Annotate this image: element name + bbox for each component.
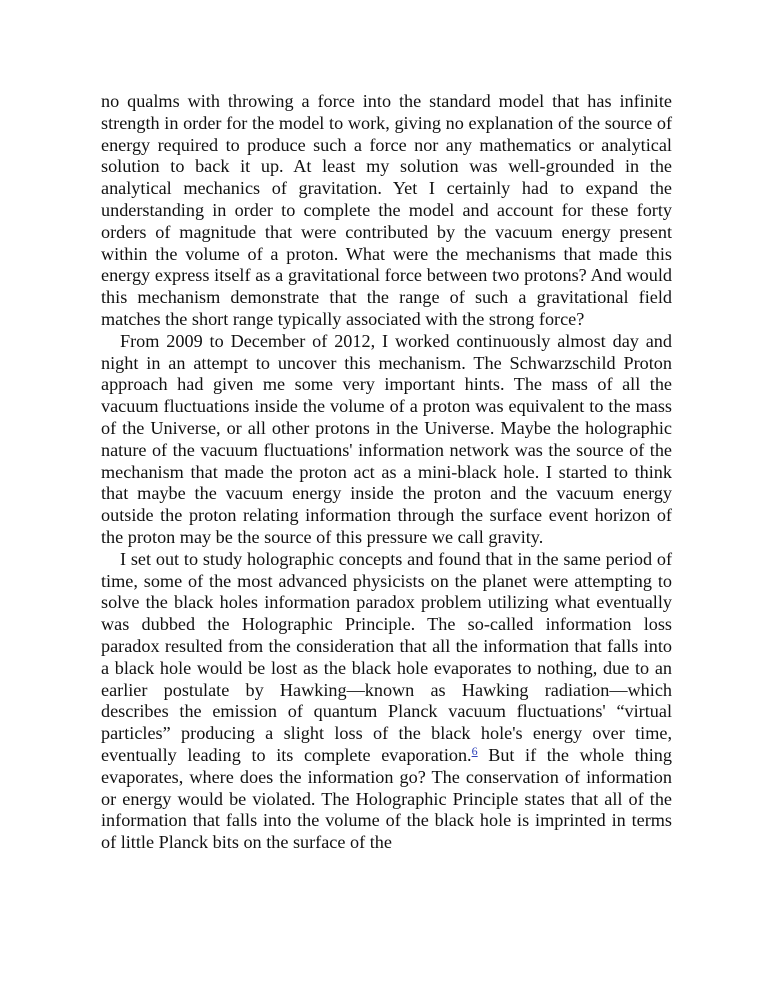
paragraph-3-text-before: I set out to study holographic concepts and found that in the same period of time, some of the most advanced physicists on the planet were attempting to solve the black holes information paradox problem utilizing what eventually was dubbed the Holographic Principle. The so-called information loss paradox resulted from the consideration that all the information that falls into a black hole would be lost as the black hole evaporates to nothing, due to an earlier postulate by Hawking—known as Hawking radiation—which describes the emission of quantum Planck vacuum fluctuations' “virtual particles” producing a slight loss of the black hole's energy over time, eventually leading to its complete evaporation. (101, 548, 672, 765)
document-page (101, 91, 672, 854)
paragraph-3-text-after: But if the whole thing evaporates, where does the information go? The conservation of information or energy would be violated. The Holographic Principle states that all of the information that falls into the volume of the black hole is imprinted in terms of little Planck bits on the surface of the (101, 744, 672, 853)
paragraph-2: From 2009 to December of 2012, I worked continuously almost day and night in an attempt to uncover this mechanism. The Schwarzschild Proton approach had given me some very important hints. The mass of all the vacuum fluctuations inside the volume of a proton was equivalent to the mass of the Universe, or all other protons in the Universe. Maybe the holographic nature of the vacuum fluctuations' information network was the source of the mechanism that made the proton act as a mini-black hole. I started to think that maybe the vacuum energy inside the proton and the vacuum energy outside the proton relating information through the surface event horizon of the proton may be the source of this pressure we call gravity. (101, 330, 672, 547)
paragraph-3 (101, 549, 672, 854)
paragraph-1: no qualms with throwing a force into the standard model that has infinite strength in order for the model to work, giving no explanation of the source of energy required to produce such a force nor any mathematics or analytical solution to back it up. At least my solution was well-grounded in the analytical mechanics of gravitation. Yet I certainly had to expand the understanding in order to complete the model and account for these forty orders of magnitude that were contributed by the vacuum energy present within the volume of a proton. What were the mechanisms that made this energy express itself as a gravitational force between two protons? And would this mechanism demonstrate that the range of such a gravitational field matches the short range typically associated with the strong force? (101, 91, 672, 329)
footnote-link[interactable]: 6 (471, 743, 478, 758)
